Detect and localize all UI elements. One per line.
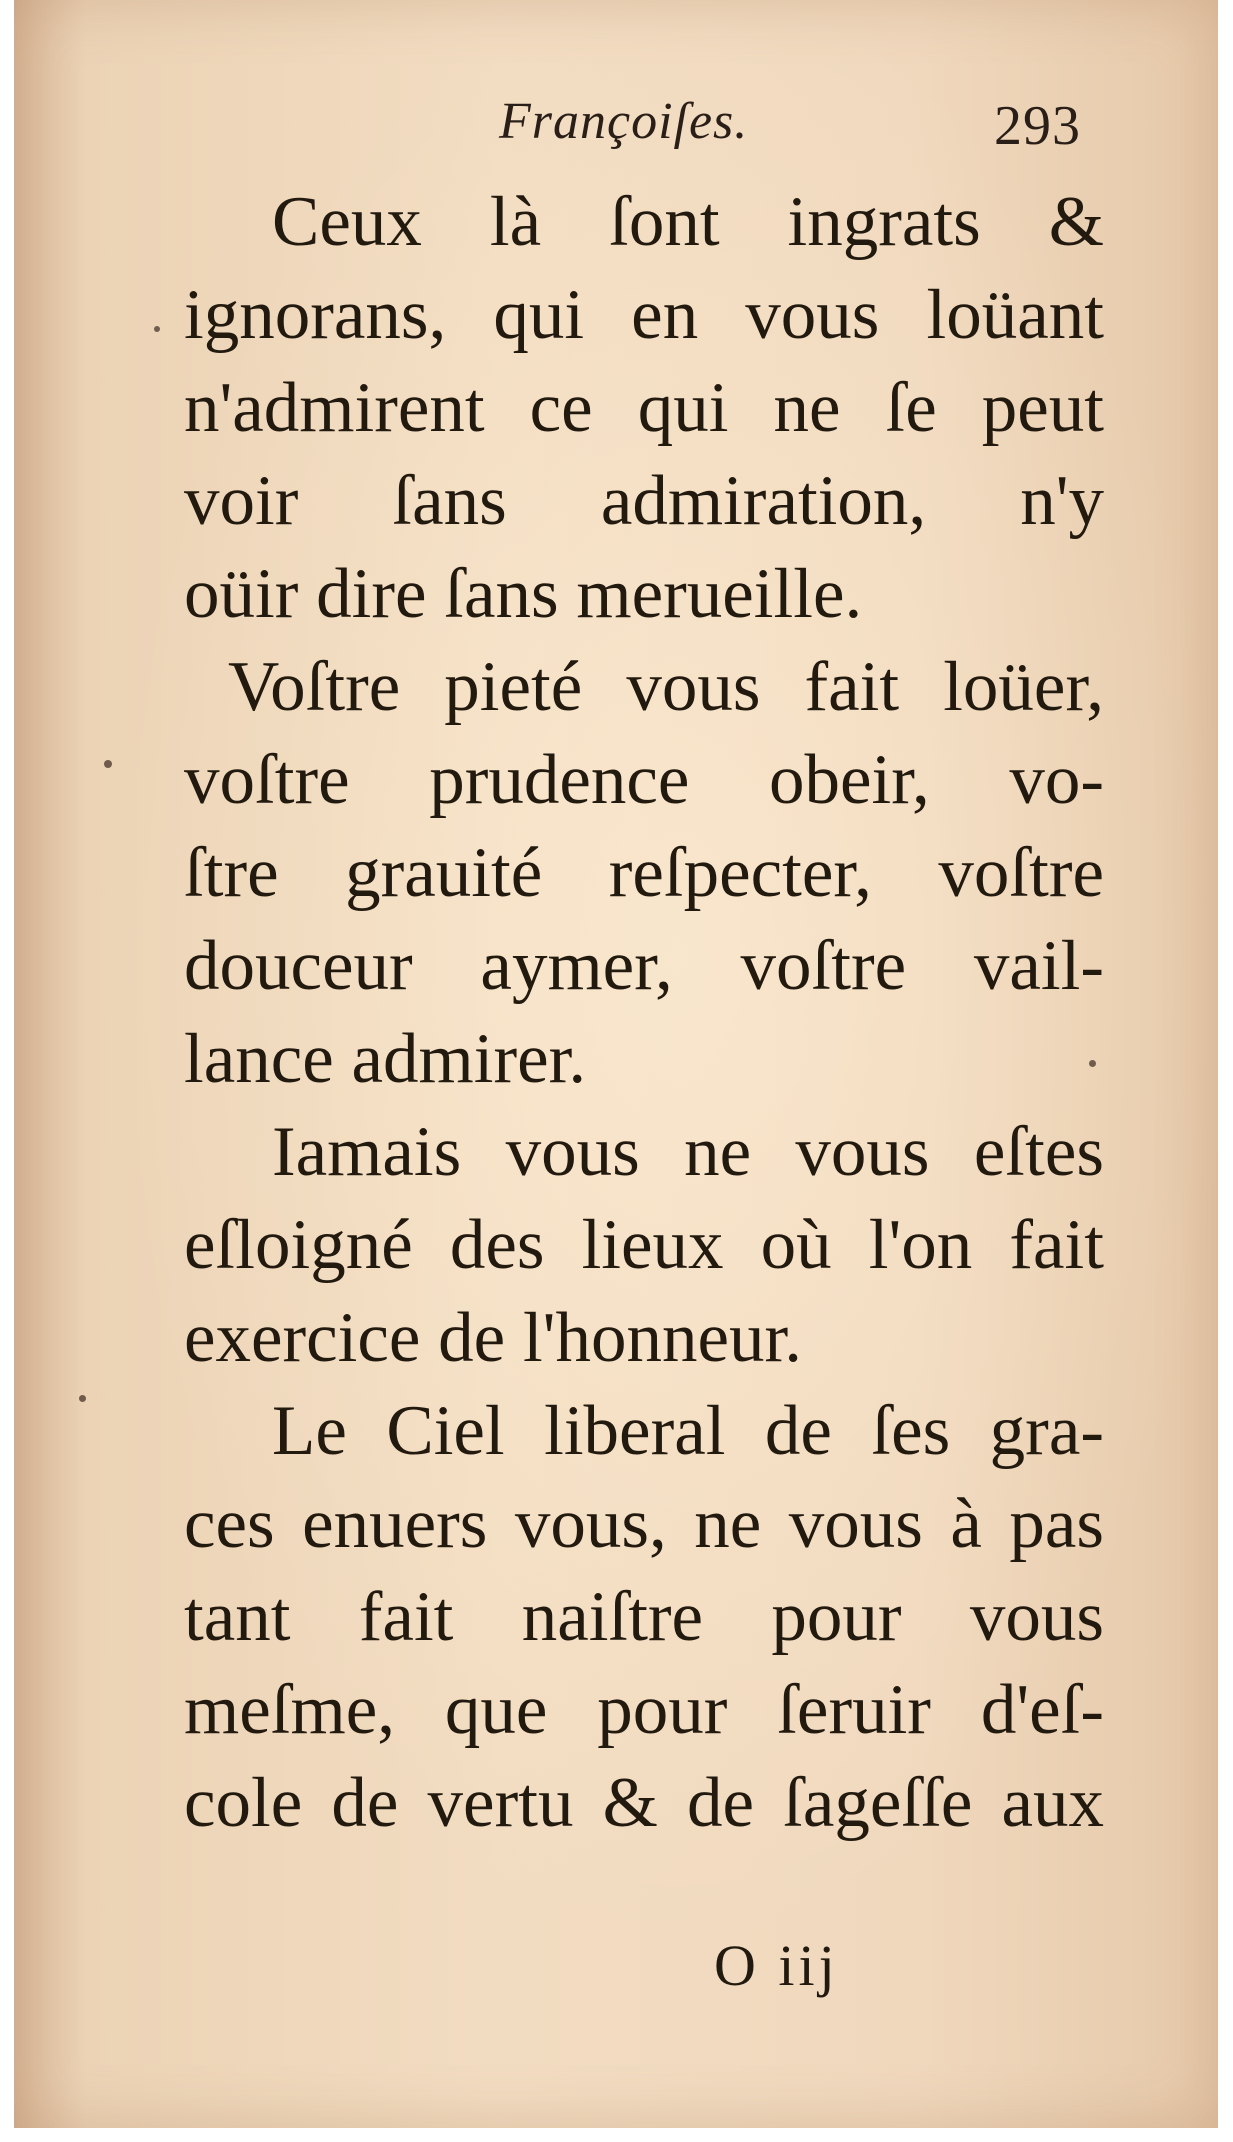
body-text	[184, 176, 1104, 1850]
text-line: Ceux là ſont ingrats &	[272, 183, 1104, 261]
ink-speck	[79, 1395, 86, 1402]
text-line: ces enuers vous, ne vous à pas	[184, 1485, 1104, 1563]
text-line: eſloigné des lieux où l'on fait	[184, 1206, 1104, 1284]
text-line: tant fait naiſtre pour vous	[184, 1578, 1104, 1656]
ink-speck	[1089, 1060, 1096, 1067]
text-line: exercice de l'honneur.	[184, 1299, 802, 1377]
book-page	[14, 0, 1218, 2128]
text-line: ignorans, qui en vous loüant	[184, 276, 1104, 354]
text-line: lance admirer.	[184, 1020, 587, 1098]
text-line: ſtre grauité reſpecter, voſtre	[184, 834, 1104, 912]
text-line: Iamais vous ne vous eſtes	[272, 1113, 1104, 1191]
text-line: oüir dire ſans merueille.	[184, 555, 863, 633]
text-line: Le Ciel liberal de ſes gra-	[272, 1392, 1104, 1470]
page-number: 293	[994, 95, 1081, 157]
text-line: meſme, que pour ſeruir d'eſ-	[184, 1671, 1104, 1749]
text-line: voir ſans admiration, n'y	[184, 462, 1104, 540]
text-line: voſtre prudence obeir, vo-	[184, 741, 1104, 819]
text-line: n'admirent ce qui ne ſe peut	[184, 369, 1104, 447]
running-title: Françoiſes.	[499, 93, 749, 150]
text-line: cole de vertu & de ſageſſe aux	[184, 1764, 1104, 1842]
text-line: douceur aymer, voſtre vail-	[184, 927, 1104, 1005]
page-header	[14, 92, 1218, 162]
ink-speck	[104, 760, 112, 768]
signature-mark: O iij	[714, 1933, 839, 1998]
text-line: Voſtre pieté vous fait loüer,	[228, 648, 1104, 726]
ink-speck	[154, 326, 160, 332]
